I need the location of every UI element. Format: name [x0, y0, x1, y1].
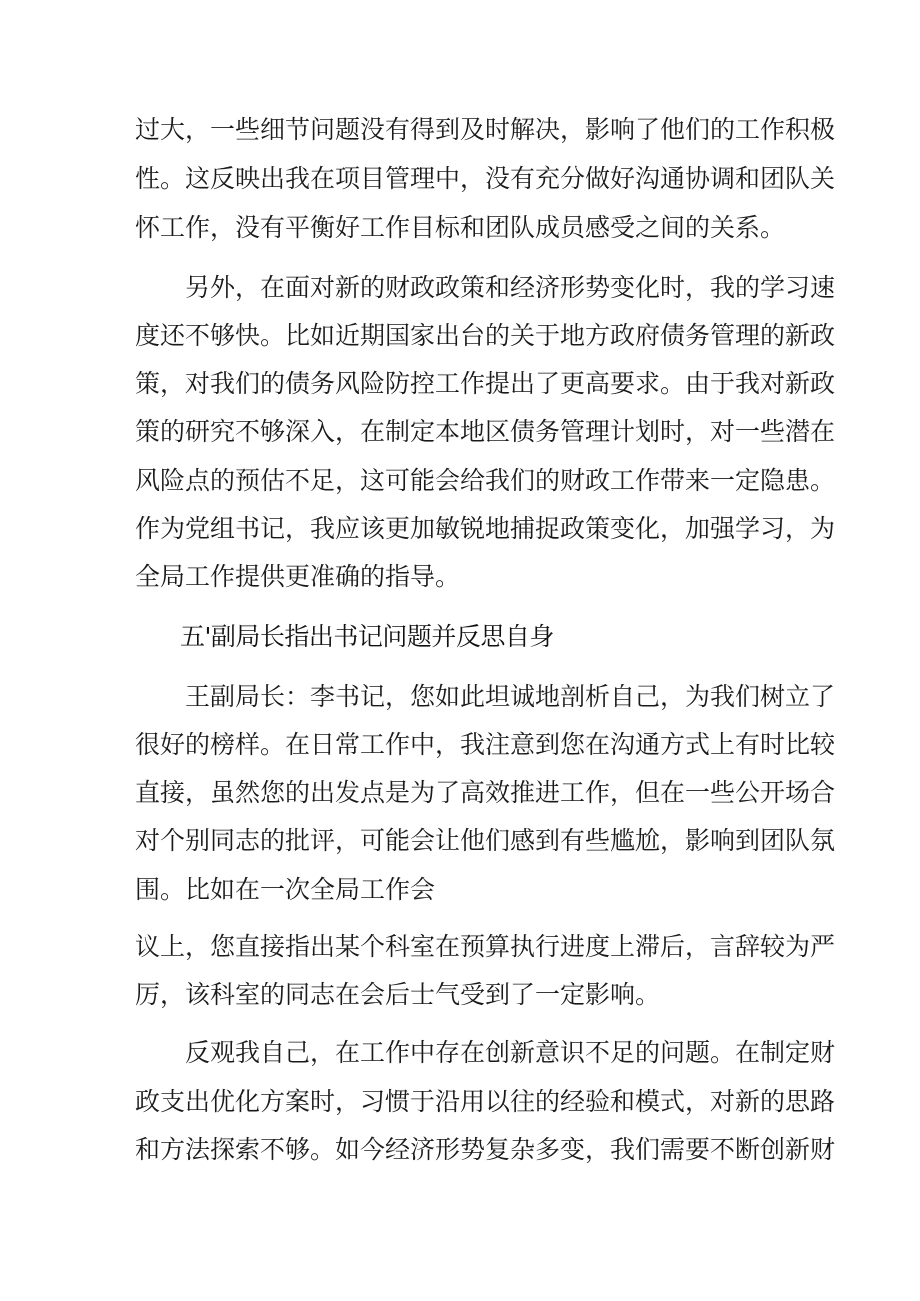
paragraph-4-line-1: 议上，您直接指出某个科室在预算执行进度上滞后，言辞较为严: [135, 932, 836, 961]
paragraph-4-line-2: 厉，该科室的同志在会后士气受到了一定影响。: [135, 980, 661, 1009]
section-heading: 五'副局长指出书记问题并反思自身: [180, 622, 554, 651]
paragraph-2-line-1: 另外，在面对新的财政政策和经济形势变化时，我的学习速: [185, 273, 836, 302]
paragraph-2-line-5: 风险点的预估不足，这可能会给我们的财政工作带来一定隐患。: [135, 466, 836, 495]
paragraph-2-line-3: 策，对我们的债务风险防控工作提出了更高要求。由于我对新政: [135, 369, 836, 398]
paragraph-1-line-2: 性。这反映出我在项目管理中，没有充分做好沟通协调和团队关: [135, 164, 836, 193]
paragraph-3-line-5: 围。比如在一次全局工作会: [135, 875, 436, 904]
paragraph-1-line-1: 过大，一些细节问题没有得到及时解决，影响了他们的工作积极: [135, 115, 836, 144]
paragraph-2-line-6: 作为党组书记，我应该更加敏锐地捕捉政策变化，加强学习，为: [135, 514, 836, 543]
paragraph-3-line-4: 对个别同志的批评，可能会让他们感到有些尴尬，影响到团队氛: [135, 826, 836, 855]
paragraph-2-line-4: 策的研究不够深入，在制定本地区债务管理计划时，对一些潜在: [135, 417, 836, 446]
paragraph-5-line-3: 和方法探索不够。如今经济形势复杂多变，我们需要不断创新财: [135, 1135, 836, 1164]
paragraph-2-line-2: 度还不够快。比如近期国家出台的关于地方政府债务管理的新政: [135, 321, 836, 350]
paragraph-2-line-7: 全局工作提供更准确的指导。: [135, 562, 461, 591]
paragraph-3-line-1: 王副局长：李书记，您如此坦诚地剖析自己，为我们树立了: [185, 682, 836, 711]
paragraph-3-line-2: 很好的榜样。在日常工作中，我注意到您在沟通方式上有时比较: [135, 730, 836, 759]
paragraph-5-line-1: 反观我自己，在工作中存在创新意识不足的问题。在制定财: [185, 1038, 836, 1067]
paragraph-5-line-2: 政支出优化方案时，习惯于沿用以往的经验和模式，对新的思路: [135, 1087, 836, 1116]
paragraph-3-line-3: 直接，虽然您的出发点是为了高效推进工作，但在一些公开场合: [135, 778, 836, 807]
paragraph-1-line-3: 怀工作，没有平衡好工作目标和团队成员感受之间的关系。: [135, 213, 786, 242]
